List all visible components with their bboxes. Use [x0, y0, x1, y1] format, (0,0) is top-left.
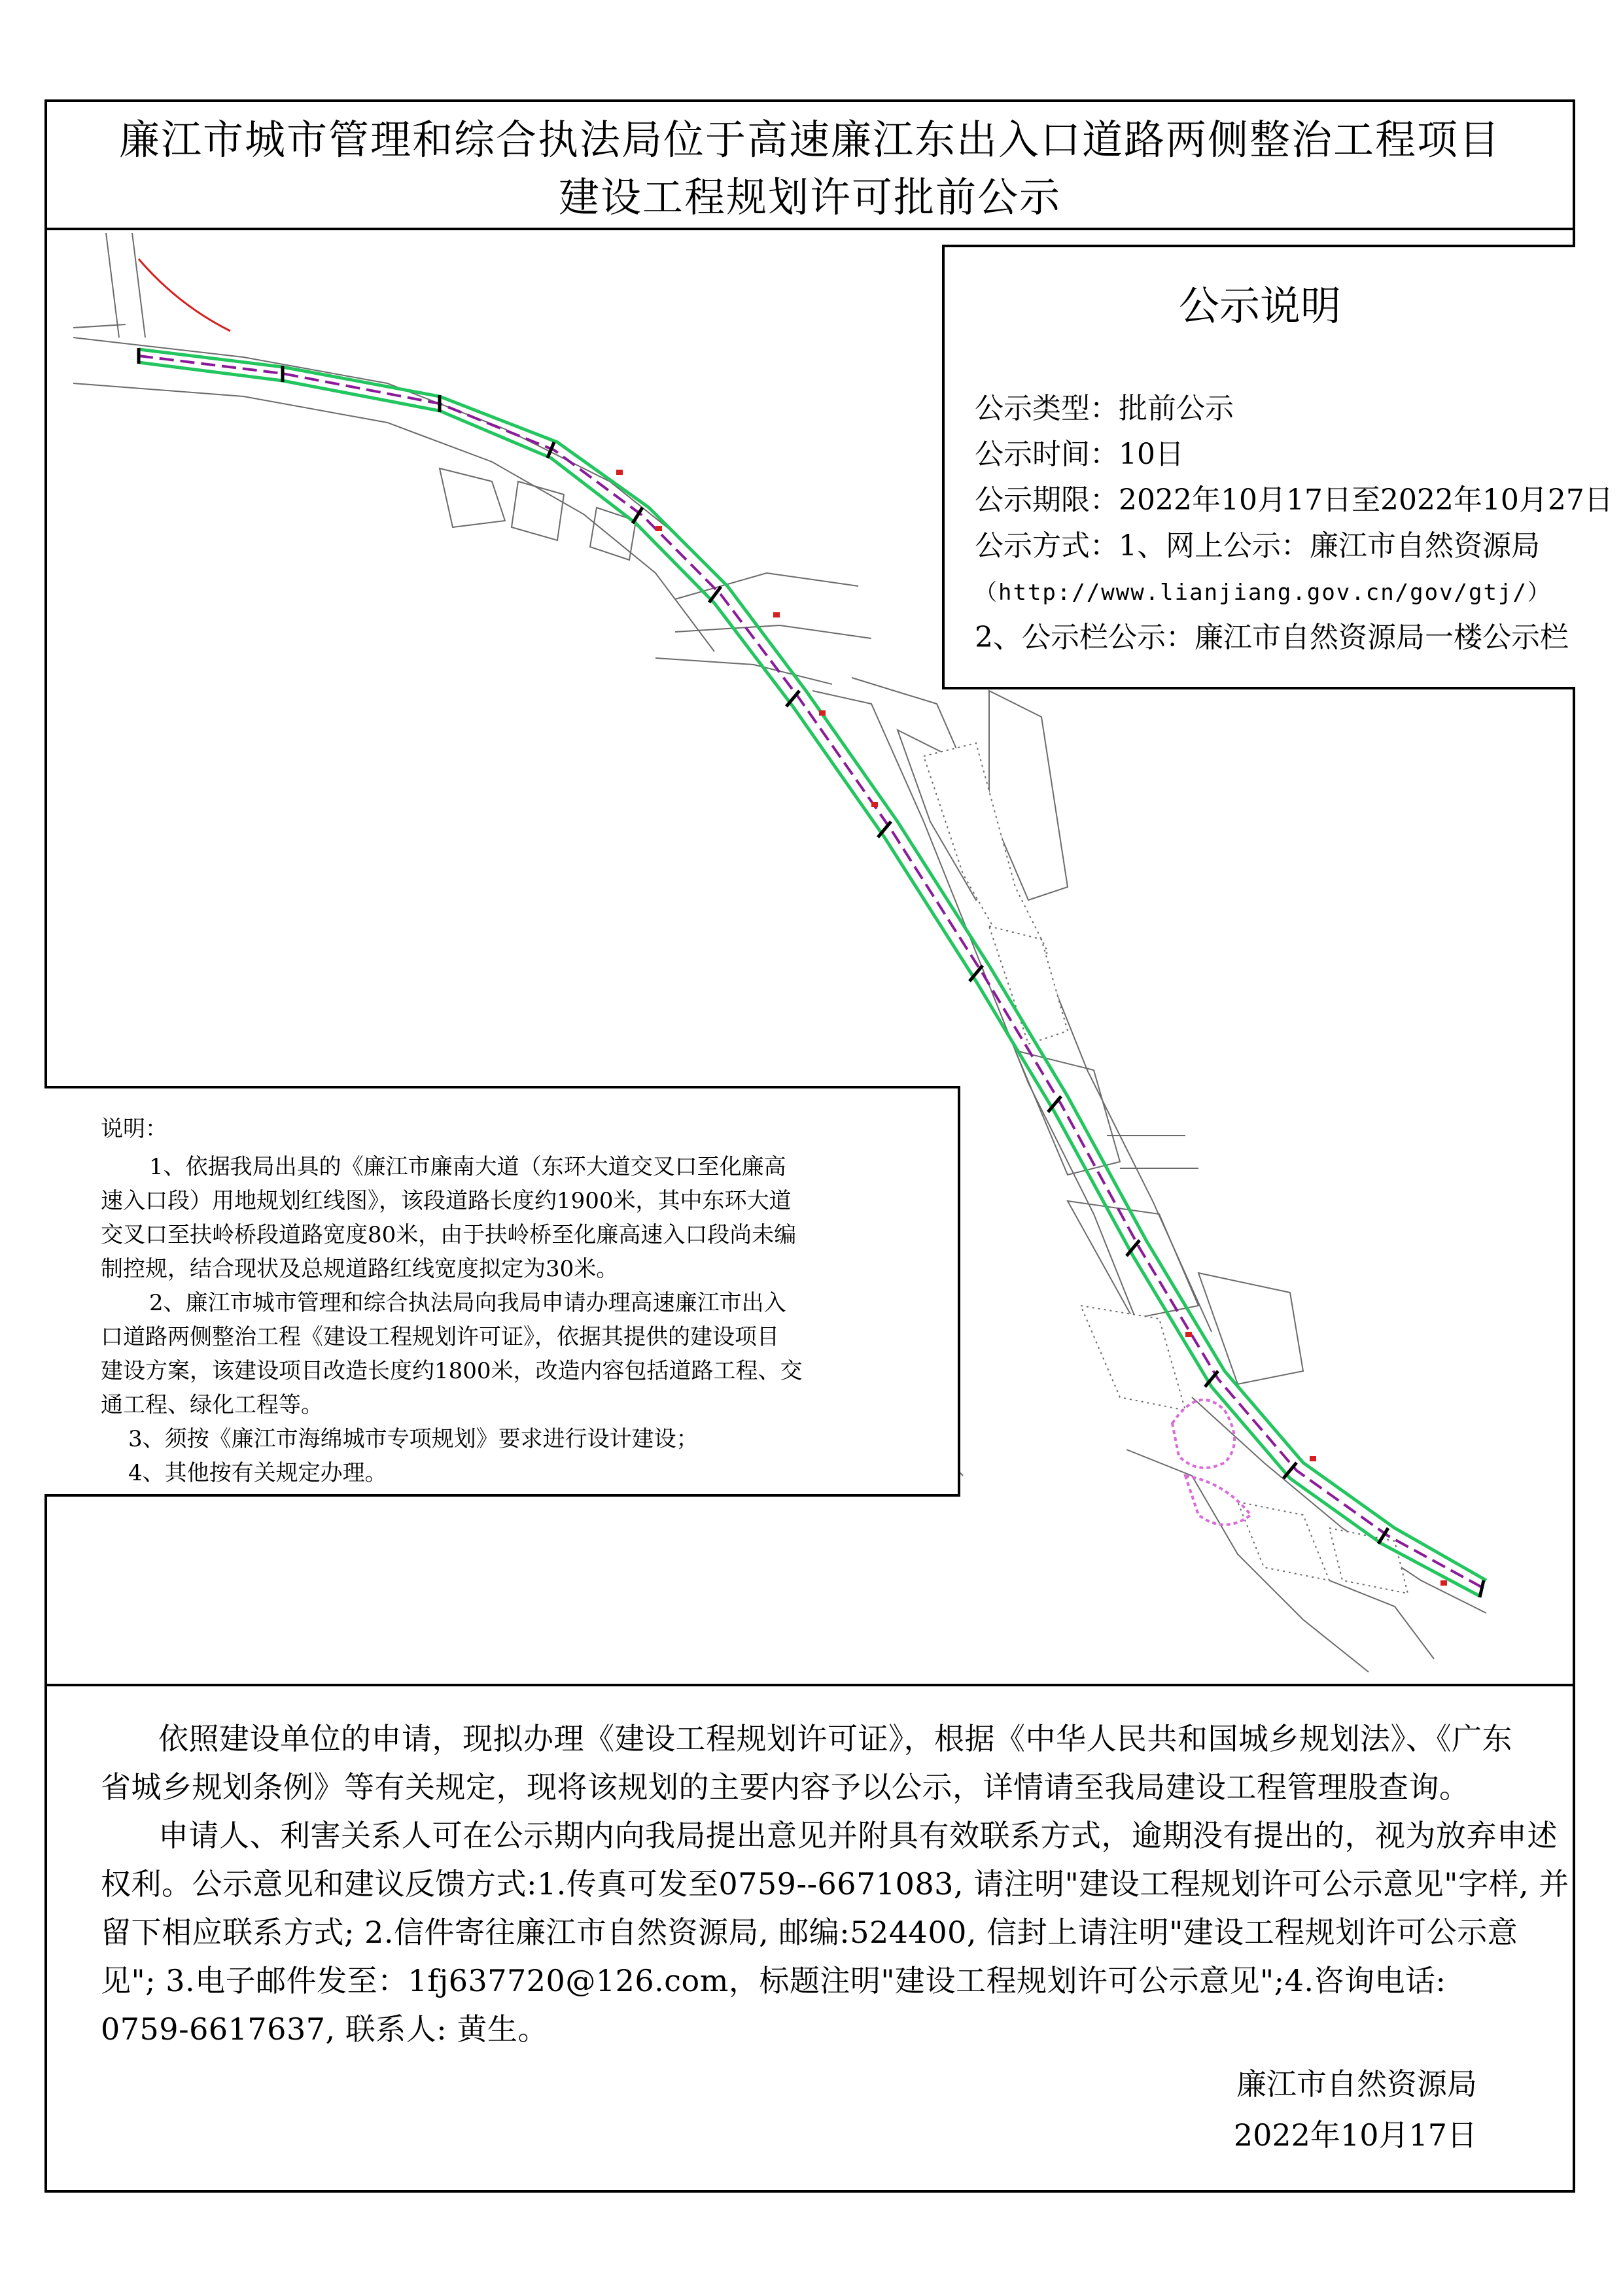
- body-line: 依照建设单位的申请，现拟办理《建设工程规划许可证》，根据《中华人民共和国城乡规划法》、《广东: [158, 1721, 1512, 1756]
- body-line: 0759-6617637, 联系人: 黄生。: [101, 2011, 548, 2047]
- notice-duration: 公示时间：10日: [975, 438, 1184, 471]
- issue-date: 2022年10月17日: [1233, 2117, 1477, 2153]
- notice-heading: 公示说明: [1178, 282, 1341, 330]
- explanation-line: 4、其他按有关规定办理。: [128, 1460, 387, 1486]
- notice-type: 公示类型：批前公示: [975, 392, 1234, 425]
- notice-method-online: 公示方式：1、网上公示：廉江市自然资源局: [975, 529, 1540, 563]
- body-line: 省城乡规划条例》等有关规定，现将该规划的主要内容予以公示，详情请至我局建设工程管理股查询。: [101, 1769, 1470, 1805]
- red-edge-line: [139, 259, 230, 331]
- issuer-signature: 廉江市自然资源局: [1236, 2066, 1477, 2102]
- explanation-line: 1、依据我局出具的《廉江市廉南大道（东环大道交叉口至化廉高: [149, 1154, 786, 1180]
- page-title-line-2: 建设工程规划许可批前公示: [558, 173, 1061, 221]
- explanation-line: 速入口段）用地规划红线图》，该段道路长度约1900米，其中东环大道: [101, 1188, 792, 1214]
- notice-url-link[interactable]: （http://www.lianjiang.gov.cn/gov/gtj/）: [975, 580, 1551, 606]
- body-line: 申请人、利害关系人可在公示期内向我局提出意见并附具有效联系方式，逾期没有提出的，视为放弃申述: [158, 1818, 1558, 1853]
- explanation-line: 3、须按《廉江市海绵城市专项规划》要求进行设计建设；: [128, 1426, 699, 1452]
- notice-period: 公示期限：2022年10月17日至2022年10月27日: [975, 483, 1613, 517]
- explanation-line: 建设方案，该建设项目改造长度约1800米，改造内容包括道路工程、交: [101, 1358, 803, 1384]
- explanation-label: 说明：: [101, 1116, 167, 1142]
- announcement-text: [44, 1684, 1575, 2193]
- explanation-line: 口道路两侧整治工程《建设工程规划许可证》，依据其提供的建设项目: [101, 1324, 779, 1350]
- explanation-line: 2、廉江市城市管理和综合执法局向我局申请办理高速廉江市出入: [149, 1290, 786, 1316]
- explanation-line: 制控规，结合现状及总规道路红线宽度拟定为30米。: [101, 1256, 619, 1282]
- notice-panel: [942, 245, 1613, 689]
- body-line: 见"; 3.电子邮件发至：1fj637720@126.com，标题注明"建设工程规划许可公示意见";4.咨询电话:: [101, 1963, 1446, 1998]
- body-line: 权利。公示意见和建议反馈方式:1.传真可发至0759--6671083, 请注明"建设工程规划许可公示意见"字样, 并: [101, 1866, 1569, 1902]
- explanation-line: 交叉口至扶岭桥段道路宽度80米，由于扶岭桥至化廉高速入口段尚未编: [101, 1222, 797, 1248]
- page-title-line-1: 廉江市城市管理和综合执法局位于高速廉江东出入口道路两侧整治工程项目: [118, 116, 1501, 164]
- explanation-line: 通工程、绿化工程等。: [101, 1392, 323, 1418]
- explanation-panel: [44, 1086, 960, 1497]
- body-line: 留下相应联系方式; 2.信件寄往廉江市自然资源局, 邮编:524400, 信封上请注明"建设工程规划许可公示意: [101, 1915, 1518, 1950]
- title-box: [44, 99, 1575, 230]
- notice-method-board: 2、公示栏公示：廉江市自然资源局一楼公示栏: [975, 621, 1569, 654]
